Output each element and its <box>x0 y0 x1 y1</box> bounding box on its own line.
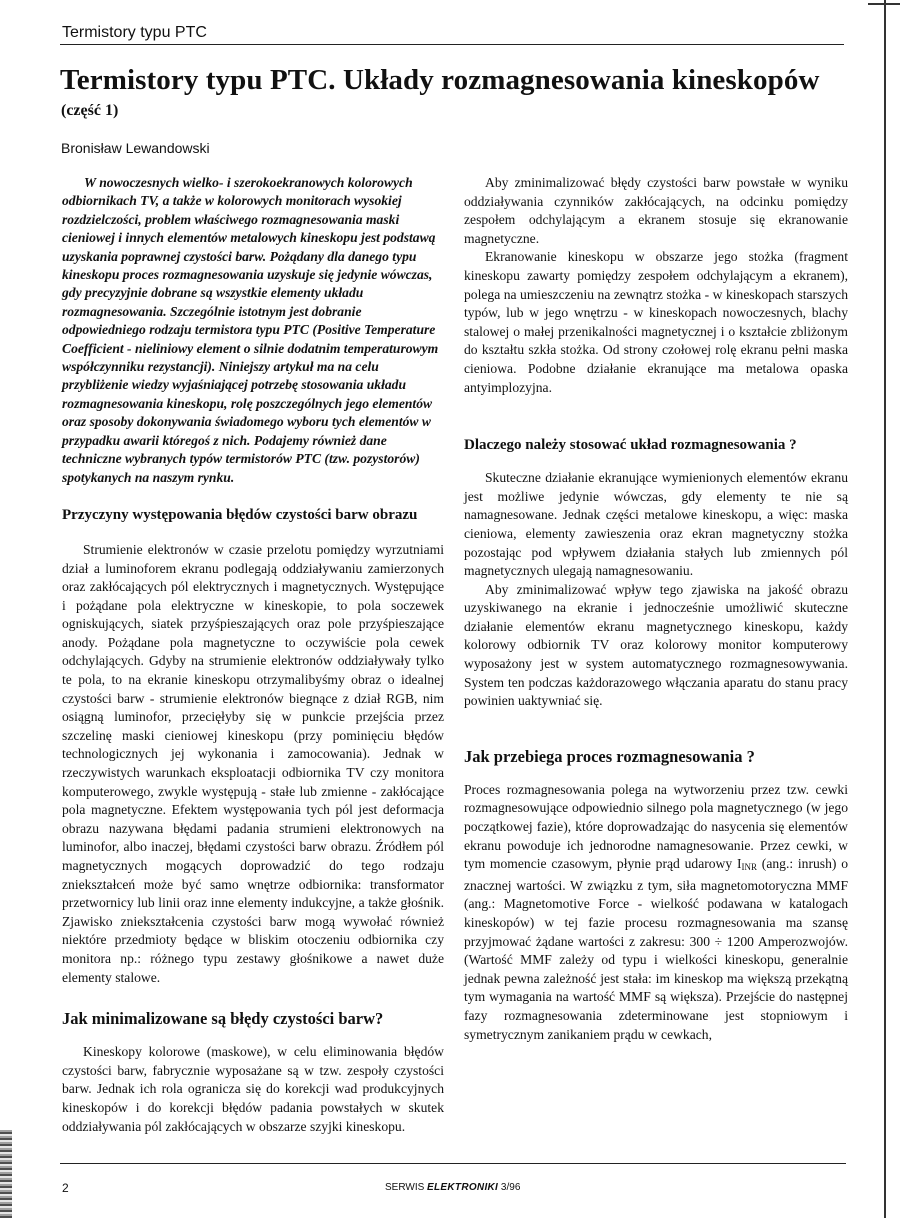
page-number: 2 <box>62 1181 69 1195</box>
issue-number: 3/96 <box>500 1182 521 1193</box>
magazine-prefix: SERWIS <box>385 1182 428 1193</box>
section-heading: Przyczyny występowania błędów czystości barw obrazu <box>62 506 418 523</box>
column-left <box>62 174 444 1136</box>
scan-edge-hook <box>868 3 900 5</box>
running-head: Termistory typu PTC <box>62 24 207 41</box>
scan-binding-edge <box>0 1130 12 1218</box>
section-heading: Dlaczego należy stosować układ rozmagnesowania ? <box>464 437 797 454</box>
paragraph <box>464 781 848 1044</box>
magazine-name: ELEKTRONIKI <box>427 1182 499 1193</box>
subscript: INR <box>741 862 757 873</box>
scan-edge-line <box>884 0 886 1218</box>
magazine-footer <box>385 1182 520 1193</box>
paragraph: Strumienie elektronów w czasie przelotu pomiędzy wyrzutniami dział a luminoforem ekranu podlegają oddziaływaniu zamierzonych oraz zakłócających pól elektrycznych i magnetycznych. Występujące i pożądane pola elektryczne w kineskopie, to pola soczewek ogniskujących, siatek przyśpieszających oraz pole przyśpieszające anody. Pożądane pola magnetyczne to oczywiście pola cewek odchylających. Gdyby na strumienie elektronów oddziaływały tylko te pola, to na ekranie kineskopu otrzymalibyśmy obraz o idealnej czystości barw - strumienie elektronów biegnące z dział RGB, nim osiągną luminofor, przecięłyby się w punkcie przejścia przez szczelinę maski cieniowej kineskopu (przy pominięciu błędów technologicznych jej wykonania i zamocowania). Jednak w rzeczywistych warunkach eksploatacji odbiornika TV czy monitora komputerowego, zwykle występują - stałe lub zmienne - zakłócające pola magnetyczne. Efektem występowania tych pól jest deformacja obrazu nazywana błędami padania strumieni elektronowych na luminofor, albo inaczej, błędami czystości barw obrazu. Źródłem pól magnetycznych mogących doprowadzić do tego rodzaju zniekształceń może być samo wnętrze odbiornika: transformator przetwornicy lub linii oraz inne elementy indukcyjne, a także głośnik. Zjawisko zniekształcenia czystości barw mogą wywołać również niektóre przedmioty będące w bliskim otoczeniu odbiornika czy monitora np.: różnego typu zestawy głośnikowe a nawet duże elementy stalowe. <box>62 541 444 985</box>
article-lead: W nowoczesnych wielko- i szerokoekranowych kolorowych odbiornikach TV, a także w kolorowych monitorach wysokiej rozdzielczości, problem właściwego rozmagnesowania maski cieniowej i innych elementów metalowych kineskopu jest podstawą uzyskania poprawnej czystości barw. Pożądany dla danego typu kineskopu proces rozmagnesowania uzyskuje się jedynie wówczas, gdy precyzyjnie dobrane są wszystkie elementy układu rozmagnesowania. Szczególnie istotnym jest dobranie odpowiedniego rodzaju termistora typu PTC (Positive Temperature Coefficient - nieliniowy element o silnie dodatnim temperaturowym współczynniku rezystancji). Niniejszy artykuł ma na celu przybliżenie wiedzy wyjaśniającej potrzebę stosowania układu rozmagnesowania kineskopu, rolę poszczególnych jego elementów oraz sposoby dokonywania świadomego wyboru tych elementów w przypadku awarii któregoś z nich. Podajemy również dane techniczne wybranych typów termistorów PTC (tzw. pozystorów) spotykanych na naszym rynku. <box>62 175 439 485</box>
paragraph: Skuteczne działanie ekranujące wymienionych elementów ekranu jest możliwe jedynie wówczas, gdy elementy te nie są namagnesowane. Jednak części metalowe kineskopu, a więc: maska cieniowa, elementy zawieszenia oraz ekran magnetyczny stożka pozostając pod wpływem działania stałych lub zmiennych pól magnetycznych ulegają namagnesowaniu. <box>464 470 848 579</box>
article-subtitle: (część 1) <box>61 102 119 119</box>
column-right <box>464 174 848 1044</box>
header-divider <box>60 44 844 45</box>
article-title: Termistory typu PTC. Układy rozmagnesowania kineskopów <box>60 64 820 96</box>
section-heading: Jak minimalizowane są błędy czystości barw? <box>62 1009 384 1029</box>
paragraph: Aby zminimalizować błędy czystości barw powstałe w wyniku oddziaływania czynników zakłócających, na odcinku pomiędzy zespołem odchylającym a ekranem stosuje się ekranowanie magnetyczne. <box>464 175 848 246</box>
footer-divider <box>60 1163 846 1164</box>
paragraph-text: (ang.: inrush) o znacznej wartości. W związku z tym, siła magnetomotoryczna MMF (ang.: Magnetomotive Force - wielkość podawana w katalogach kineskopów) w tej fazie procesu rozmagnesowania ma szansę przyjmować żądane wartości z zakresu: 300 ÷ 1200 Amperozwojów. (Wartość MMF zależy od typu i wielkości kineskopu, generalnie jednak pewna zależność jest stała: im kineskop ma większą przekątną tym wymagania na wartość MMF są większa). Przejście do następnej fazy rozmagnesowania zdeterminowane jest stopniowym i symetrycznym zanikaniem prądu w cewkach, <box>464 856 848 1042</box>
paragraph: Ekranowanie kineskopu w obszarze jego stożka (fragment kineskopu zawarty pomiędzy zespołem odchylającym a ekranem), polega na umieszczeniu na zewnątrz stożka - w kineskopach starszych typów, lub w jego wnętrzu - w kineskopach nowoczesnych, blachy stalowej o małej przenikalności magnetycznej i o kształcie zbliżonym do kształtu szkła stożka. Od strony czołowej rolę ekranu pełni maska cieniowa. Podobne działanie ekranujące ma metalowa opaska antyimplozyjna. <box>464 249 848 395</box>
paragraph: Aby zminimalizować wpływ tego zjawiska na jakość obrazu uzyskiwanego na ekranie i jednocześnie umożliwić skuteczne działanie elementów ekranu magnetycznego kineskopu, każdy kolorowy odbiornik TV oraz kolorowy monitor komputerowy wyposażony jest w system automatycznego rozmagnesowywania. System ten podczas każdorazowego włączania aparatu do stanu pracy powinien uaktywniać się. <box>464 581 848 709</box>
section-heading: Jak przebiega proces rozmagnesowania ? <box>464 746 755 766</box>
paragraph-text: Proces rozmagnesowania polega na wytworzeniu przez tzw. cewki rozmagnesowujące odpowiednio silnego pola magnetycznego (w jego początkowej fazie), które doprowadzając do nasycenia się elementów ekranu powoduje ich jednorodne namagnesowanie. Przez cewki, w tym momencie czasowym, płynie prąd udarowy I <box>464 781 848 872</box>
paragraph: Kineskopy kolorowe (maskowe), w celu eliminowania błędów czystości barw, fabrycznie wyposażane są w tzw. zespoły czystości barw. Jednak ich rola ogranicza się do korekcji wad produkcyjnych kineskopów i do korekcji błędów padania powstałych w skutek oddziaływania pól zakłócających w obszarze szyjki kineskopu. <box>62 1044 444 1134</box>
article-author: Bronisław Lewandowski <box>61 140 210 156</box>
